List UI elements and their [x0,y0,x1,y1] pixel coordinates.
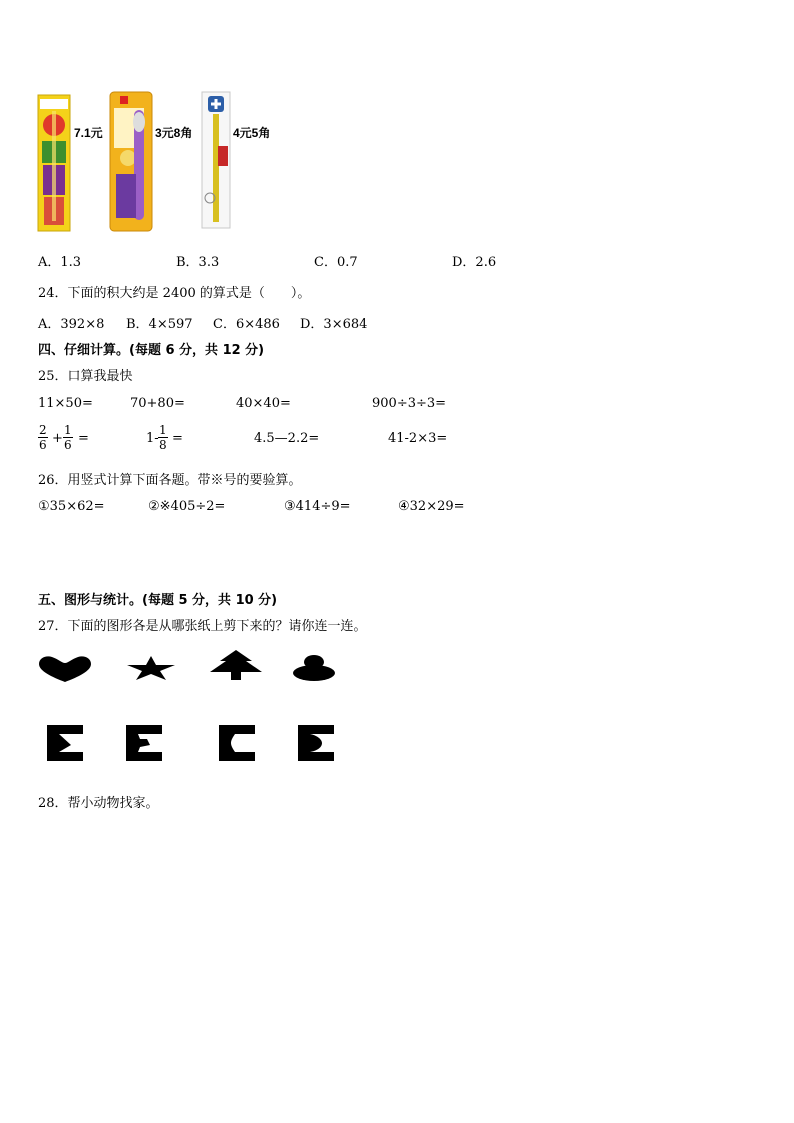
section-4-title: 四、仔细计算。(每题 6 分，共 12 分) [38,343,265,358]
paper-sheet-1-icon[interactable] [47,725,83,761]
q25-one-minus: 1- [146,431,159,446]
q25-title: 25．口算我最快 [38,369,133,384]
q26-item-2: ②※405÷2= [148,499,226,514]
paper-sheet-4-icon[interactable] [298,725,334,761]
snowman-shape-icon[interactable] [292,654,336,682]
q25-item-4: 900÷3÷3= [372,396,447,411]
fraction-c-denominator: 8 [159,438,167,452]
q25-equals-1: = [78,431,89,446]
paper-sheet-3-icon[interactable] [219,725,255,761]
q28-title: 28．帮小动物找家。 [38,796,159,811]
q27-title: 27．下面的图形各是从哪张纸上剪下来的？请你连一连。 [38,619,367,634]
q25-equals-2: = [172,431,183,446]
q26-item-4: ④32×29= [398,499,465,514]
fraction-c-numerator: 1 [159,423,167,437]
q24-question: 24．下面的积大约是 2400 的算式是（ ）。 [38,286,311,301]
toothbrush-2-price: 3元8角 [155,126,193,140]
paper-sheet-2-icon[interactable] [126,725,162,761]
star-shape-icon[interactable] [126,656,176,680]
fraction-a-denominator: 6 [39,438,47,452]
tree-shape-icon[interactable] [208,650,264,680]
q24-option-b[interactable]: B．4×597 [126,317,193,332]
fraction-b-denominator: 6 [64,438,72,452]
q25-item-7: 4.5—2.2= [254,431,320,446]
q23-option-b[interactable]: B．3.3 [176,255,220,270]
q24-option-d[interactable]: D．3×684 [300,317,368,332]
q25-item-2: 70+80= [130,396,185,411]
q25-item-1: 11×50= [38,396,93,411]
toothbrush-3-price: 4元5角 [233,126,271,140]
q24-option-c[interactable]: C．6×486 [213,317,280,332]
fraction-a-numerator: 2 [39,423,47,437]
q25-fraction-a [38,423,48,452]
q23-option-d[interactable]: D．2.6 [452,255,497,270]
q23-option-a[interactable]: A．1.3 [38,255,82,270]
q25-fraction-b [63,423,73,452]
fraction-b-numerator: 1 [64,423,72,437]
q25-fraction-c [158,423,168,452]
q25-item-3: 40×40= [236,396,291,411]
q26-item-3: ③414÷9= [284,499,351,514]
q24-option-a[interactable]: A．392×8 [38,317,105,332]
q23-option-c[interactable]: C．0.7 [314,255,358,270]
q26-title: 26．用竖式计算下面各题。带※号的要验算。 [38,473,302,488]
q25-plus-sign: + [52,431,63,446]
q26-item-1: ①35×62= [38,499,105,514]
toothbrush-1-price: 7.1元 [74,126,103,140]
heart-shape-icon[interactable] [38,655,92,683]
section-5-title: 五、图形与统计。(每题 5 分，共 10 分) [38,593,278,608]
q25-item-8: 41-2×3= [388,431,448,446]
